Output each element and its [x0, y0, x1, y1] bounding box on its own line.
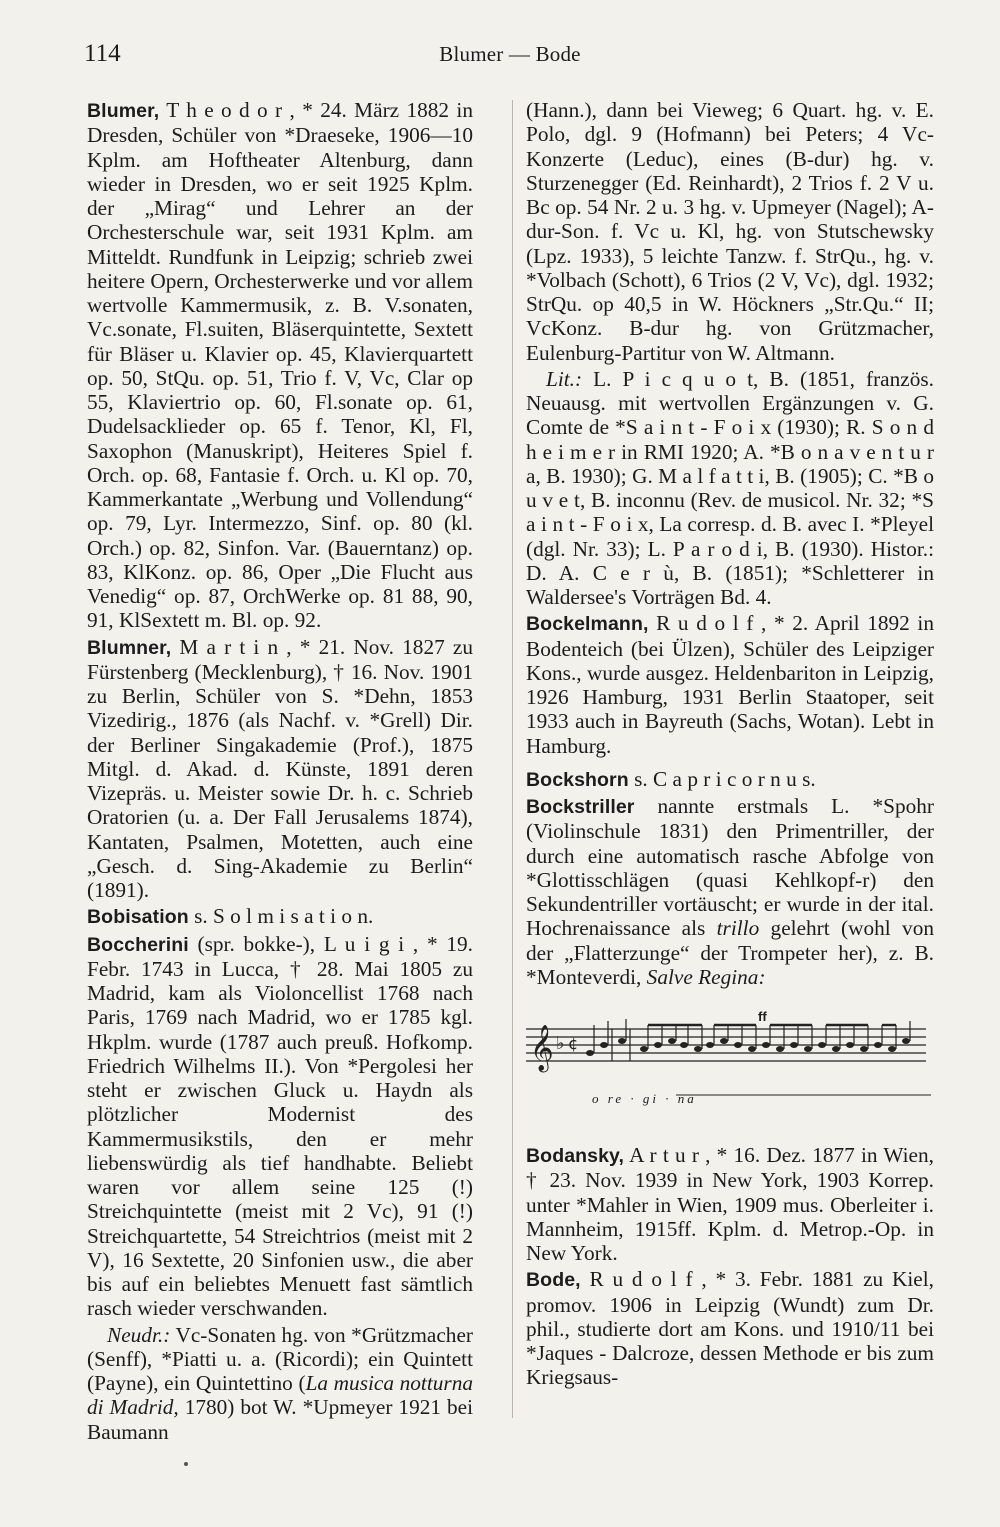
entry-boccherini-neudr	[87, 1323, 473, 1444]
headword: Bockshorn	[526, 768, 629, 791]
entry-text: (spr. bokke-), L u i g i , * 19. Febr. 1743 in Lucca, † 28. Mai 1805 zu Madrid, kam als Violoncellist 1768 nach Paris, 1769 nach Madrid, wo er 1785 kgl. Hkplm. wurde (1787 auch preuß. Hofkomp. Friedrich Wilhelms II.). Von *Pergolesi her steht er zwischen Gluck u. Haydn als plötzlicher Modernist des Kammermusikstils, den er mehr liebenswürdig als tief handhabte. Beliebt waren vor allem seine 125 (!) Streichquintette (meist mit 2 Vc), 91 (!) Streichquartette, 54 Streichtrios (meist mit 2 V), 16 Sextette, 20 Sinfonien usw., die aber bis auf ein beliebtes Menuett fast sämtlich rasch wieder verschwanden.	[87, 931, 473, 1321]
entry-text: Vc-Sonaten hg. von *Grützmacher (Senff), *Piatti u. a. (Ricordi); ein Quintett (Payne), ein Quintettino (	[87, 1322, 473, 1395]
lit-label: Lit.:	[546, 366, 583, 391]
music-staff	[526, 1003, 934, 1121]
entry-text: s. S o l m i s a t i o n.	[188, 904, 374, 929]
headword: Bode,	[526, 1269, 581, 1292]
column-divider	[512, 100, 513, 1418]
entry-bockelmann	[526, 611, 934, 758]
boccherini-literature	[526, 367, 934, 610]
entry-text: M a r t i n , * 21. Nov. 1827 zu Fürstenberg (Mecklenburg), † 16. Nov. 1901 zu Berlin, Schüler von S. *Dehn, 1853 Vizedirig., 1876 (als Nachf. v. *Grell) Dir. der Berliner Singakademie (Prof.), 1875 Mitgl. d. Akad. d. Künste, 1891 deren Vizepräs. u. Meister sowie Dr. h. c. Schrieb Oratorien (u. a. Der Fall Jerusalems 1874), Kantaten, Psalmen, Motetten, auch eine „Gesch. d. Sing-Akademie zu Berlin“ (1891).	[87, 634, 473, 902]
entry-boccherini	[87, 932, 473, 1321]
running-head	[84, 40, 936, 74]
tempo-mark: ff	[758, 1009, 767, 1024]
entry-text: s. C a p r i c o r n u s.	[628, 766, 816, 791]
running-title: Blumer — Bode	[439, 42, 581, 66]
neudr-label: Neudr.:	[107, 1322, 171, 1347]
time-signature-icon: ¢	[568, 1034, 579, 1053]
headword: Blumer,	[87, 100, 160, 122]
entry-text: nannte erstmals L. *Spohr (Violinschule 1831) den Primentriller, der durch eine automatisch rasche Abfolge von *Glottisschlägen (quasi Kehlkopf-r) den Sekundentriller vortäuscht; er wurde in der ital. Hochrenaissance als	[526, 794, 934, 941]
entry-text: T h e o d o r , * 24. März 1882 in Dresden, Schüler von *Draeseke, 1906—10 Kplm. am Hoftheater Altenburg, dann wieder in Dresden, wo er seit 1925 Kplm. der „Mirag“ und Lehrer an der Orchesterschule war, seit 1931 Kplm. am Mitteldt. Rundfunk in Leipzig; schrieb zwei heitere Opern, Orchesterwerke und vor allem wertvolle Kammermusik, z. B. V.sonaten, Vc.sonate, Fl.suiten, Bläserquintette, Sextett für Bläser u. Klavier op. 45, Klavierquartett op. 50, StQu. op. 51, Trio f. V, Vc, Clar op 55, Klaviertrio op. 60, Fl.sonate op. 61, Dudelsacklieder op. 65 f. Tenor, Kl, Fl, Saxophon (Manuskript), Heiteres Spiel f. Orch. op. 68, Fantasie f. Orch. u. Kl op. 70, Kammerkantate „Werbung und Vollendung“ op. 79, Lyr. Intermezzo, Sinf. op. 80 (kl. Orch.) op. 82, Sinfon. Var. (Bauerntanz) op. 83, KlKonz. op. 86, Oper „Die Flucht aus Venedig“ op. 87, OrchWerke op. 81 88, 90, 91, KlSextett m. Bl. op. 92.	[87, 98, 473, 633]
entry-bockshorn	[526, 767, 934, 792]
entry-text-after: gelehrt (wohl von der „Flatterzunge“ der Trompeter her), z. B. *Monteverdi,	[526, 916, 934, 989]
headword: Bodansky,	[526, 1145, 625, 1167]
entry-text: R u d o l f , * 3. Febr. 1881 zu Kiel, promov. 1906 in Leipzig (Wundt) zum Dr. phil., studierte dort am Kons. und 1910/11 bei *Jaques - Dalcroze, dessen Methode er bis zum Kriegsaus-	[526, 1267, 934, 1390]
staff-lines	[526, 1029, 926, 1061]
entry-bode	[526, 1267, 934, 1389]
music-example	[526, 1003, 934, 1121]
page-number: 114	[84, 40, 121, 67]
entry-blumner-martin	[87, 635, 473, 903]
entry-italic: La musica notturna di Madrid,	[87, 1371, 474, 1420]
headword: Bockelmann,	[526, 613, 649, 636]
left-column	[87, 98, 473, 1444]
entry-bobisation	[87, 904, 473, 929]
entry-text: A r t u r , * 16. Dez. 1877 in Wien, † 23. Nov. 1939 in New York, 1903 Korrep. unter *Mahler in Wien, 1909 mus. Oberleiter i. Mannheim, 1915ff. Kplm. d. Metrop.-Op. in New York.	[526, 1143, 934, 1265]
entry-italic: trillo	[716, 916, 760, 941]
boccherini-continuation: (Hann.), dann bei Vieweg; 6 Quart. hg. v. E. Polo, dgl. 9 (Hofmann) bei Peters; 4 Vc-Konzerte (Leduc), eines (B-dur) hg. v. Sturzenegger (Ed. Reinhardt), 2 Trios f. 2 V u. Bc op. 54 Nr. 2 u. 3 hg. v. Upmeyer (Nagel); A-dur-Son. f. Vc u. Kl, hg. von Stutschewsky (Lpz. 1933), 5 leichte Tanzw. f. StrQu., hg. v. *Volbach (Schott), 6 Trios (2 V, Vc), dgl. 1932; StrQu. op 40,5 in W. Höckners „Str.Qu.“ II; VcKonz. B-dur hg. von Grützmacher, Eulenburg-Partitur von W. Altmann.	[526, 98, 934, 365]
entry-text-after: 1780) bot W. *Upmeyer 1921 bei Baumann	[87, 1395, 473, 1444]
entry-bodansky	[526, 1143, 934, 1265]
entry-italic-2: Salve Regina:	[646, 964, 766, 989]
treble-clef-icon: 𝄞	[530, 1025, 554, 1071]
headword: Boccherini	[87, 933, 189, 956]
lyrics-text: o re · gi · na	[592, 1091, 697, 1106]
headword: Blumner,	[87, 636, 172, 659]
entry-text: R u d o l f , * 2. April 1892 in Bodenteich (bei Ülzen), Schüler des Leipziger Kons., wurde ausgez. Heldenbariton in Leipzig, 1926 Hamburg, 1931 Berlin Staatoper, seit 1933 auch in Bayreuth (Sachs, Wotan). Lebt in Hamburg.	[526, 611, 934, 758]
lit-text: L. P i c q u o t, B. (1851, französ. Neuausg. mit wertvollen Ergänzungen v. G. Comte de *S a i n t - F o i x (1930); R. S o n d h e i m e r in RMI 1920; A. *B o n a v e n t u r a, B. 1930); G. M a l f a t t i, B. (1905); C. *B o u v e t, B. inconnu (Rev. de musicol. Nr. 32; *S a i n t - F o i x, La corresp. d. B. avec I. *Pleyel (dgl. Nr. 33); L. P a r o d i, B. (1930). Histor.: D. A. C e r ù, B. (1851); *Schletterer in Waldersee's Vorträgen Bd. 4.	[526, 366, 934, 609]
entry-bockstriller	[526, 794, 934, 989]
flat-icon: ♭	[556, 1033, 565, 1054]
headword: Bobisation	[87, 906, 189, 929]
print-speck	[184, 1462, 188, 1466]
headword: Bockstriller	[526, 796, 635, 818]
right-column	[526, 98, 934, 1390]
entry-blumer-theodor	[87, 98, 473, 633]
